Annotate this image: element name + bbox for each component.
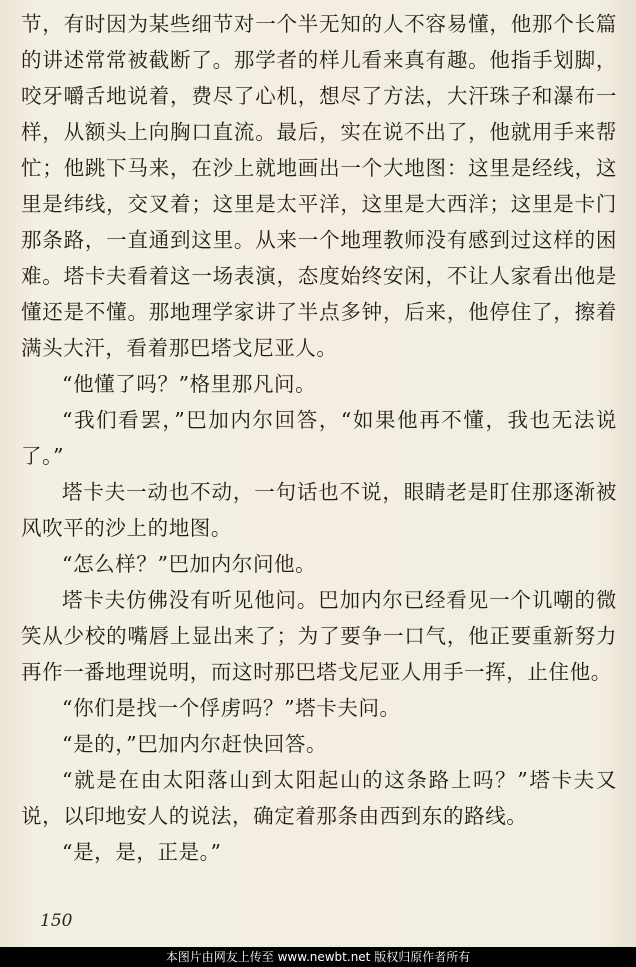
paragraph-dialogue: “你们是找一个俘虏吗？”塔卡夫问。 — [62, 696, 401, 720]
paragraph-narration: 塔卡夫一动也不动，一句话也不说，眼睛老是盯住那逐渐被风吹平的沙上的地图。 — [21, 480, 617, 540]
page-number: 150 — [40, 911, 73, 931]
paragraph-continuation: 节，有时因为某些细节对一个半无知的人不容易懂，他那个长篇的讲述常常被截断了。那学者的样儿看来真有趣。他指手划脚，咬牙嚼舌地说着，费尽了心机，想尽了方法，大汗珠子和瀑布一样，从额头上向胸口直流。最后，实在说不出了，他就用手来帮忙；他跳下马来，在沙上就地画出一个大地图：这里是经线，这里是纬线，交叉着；这里是太平洋，这里是大西洋；这里是卡门那条路，一直通到这里。从来一个地理教师没有感到过这样的困难。塔卡夫看着这一场表演，态度始终安闲，不让人家看出他是懂还是不懂。那地理学家讲了半点多钟，后来，他停住了，擦着满头大汗，看着那巴塔戈尼亚人。 — [21, 12, 617, 360]
paragraph-dialogue: “是的，”巴加内尔赶快回答。 — [62, 732, 328, 756]
watermark-footer: 本图片由网友上传至 www.newbt.net 版权归原作者所有 — [0, 947, 636, 967]
paragraph-dialogue: “就是在由太阳落山到太阳起山的这条路上吗？”塔卡夫又说，以印地安人的说法，确定着那条由西到东的路线。 — [21, 768, 617, 828]
paragraph-dialogue: “是，是，正是。” — [62, 840, 222, 864]
paragraph-narration: 塔卡夫仿佛没有听见他问。巴加内尔已经看见一个讥嘲的微笑从少校的嘴唇上显出来了；为了要争一口气，他正要重新努力再作一番地理说明，而这时那巴塔戈尼亚人用手一挥，止住他。 — [21, 588, 617, 684]
paragraph-dialogue: “他懂了吗？”格里那凡问。 — [62, 372, 317, 396]
paragraph-dialogue: “怎么样？”巴加内尔问他。 — [62, 552, 317, 576]
paragraph-dialogue: “我们看罢，”巴加内尔回答，“如果他再不懂，我也无法说了。” — [21, 408, 617, 468]
body-text — [21, 6, 617, 870]
